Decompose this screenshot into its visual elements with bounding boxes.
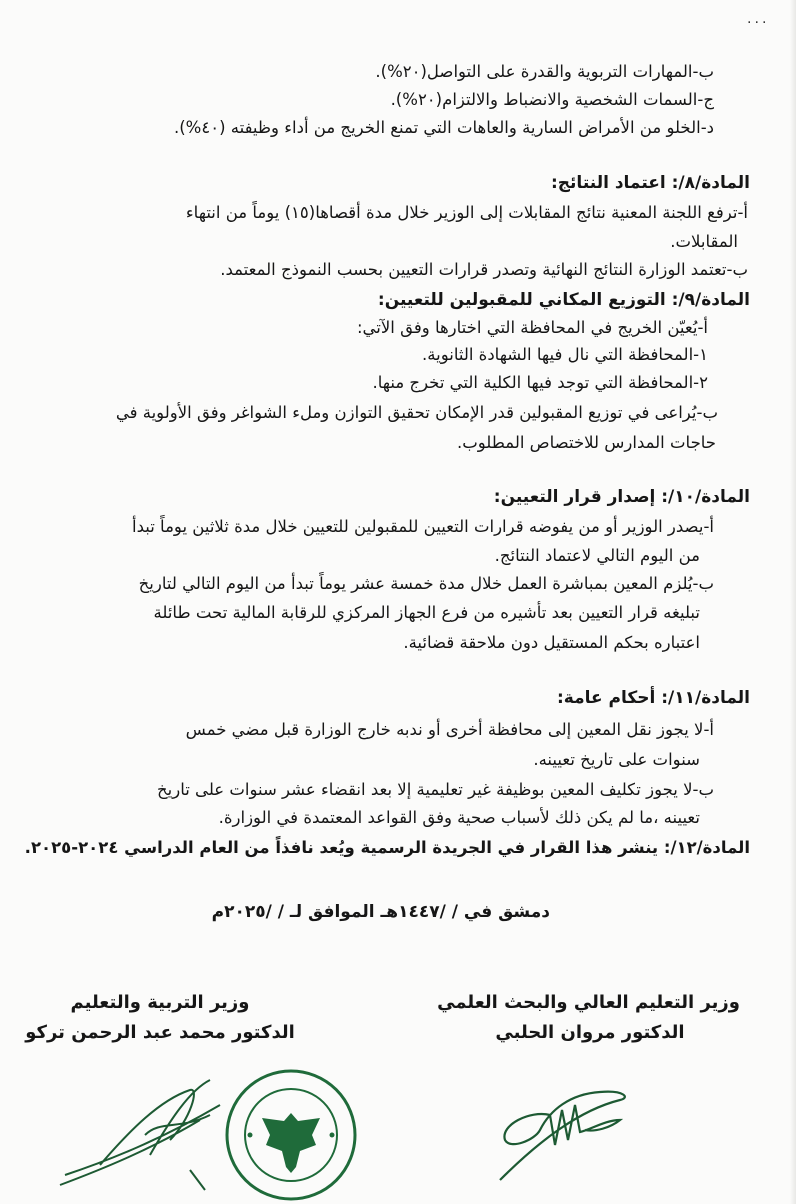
article-10-a: أ-يصدر الوزير أو من يفوضه قرارات التعيين للمقبولين للتعيين خلال مدة ثلاثين يوماً تبدأ <box>132 517 714 536</box>
article-9-a-2: ٢-المحافظة التي توجد فيها الكلية التي تخرج منها. <box>372 373 708 392</box>
article-8-a-cont: المقابلات. <box>670 232 738 251</box>
article-9-a: أ-يُعيّن الخريج في المحافظة التي اختارها وفق الآتي: <box>356 318 708 337</box>
criterion-b: ب-المهارات التربوية والقدرة على التواصل(٢٠%). <box>375 62 714 81</box>
criterion-d: د-الخلو من الأمراض السارية والعاهات التي تمنع الخريج من أداء وظيفته (٤٠%). <box>173 118 714 137</box>
official-seal <box>222 1063 360 1204</box>
date-line: دمشق في / /١٤٤٧هـ الموافق لـ / /٢٠٢٥م <box>211 902 550 922</box>
article-11-a: أ-لا يجوز نقل المعين إلى محافظة أخرى أو ندبه خارج الوزارة قبل مضي خمس <box>185 720 714 739</box>
signatory-education-name: الدكتور محمد عبد الرحمن تركو <box>25 1022 295 1043</box>
article-8-heading: المادة/٨/: اعتماد النتائج: <box>551 173 750 193</box>
page-edge <box>790 0 796 1204</box>
article-11-heading: المادة/١١/: أحكام عامة: <box>556 688 750 708</box>
article-9-a-1: ١-المحافظة التي نال فيها الشهادة الثانوية. <box>422 345 708 364</box>
article-10-b-cont1: تبليغه قرار التعيين بعد تأشيره من فرع الجهاز المركزي للرقابة المالية تحت طائلة <box>153 603 700 622</box>
article-11-a-cont: سنوات على تاريخ تعيينه. <box>533 750 700 769</box>
article-10-a-cont: من اليوم التالي لاعتماد النتائج. <box>494 546 700 565</box>
signature-higher-ed <box>480 1070 630 1190</box>
article-8-b: ب-تعتمد الوزارة النتائج النهائية وتصدر قرارات التعيين بحسب النموذج المعتمد. <box>220 260 748 279</box>
signatory-higher-ed-name: الدكتور مروان الحلبي <box>495 1022 685 1043</box>
handwritten-marks: ٠٠٠ <box>745 14 768 30</box>
article-12: المادة/١٢/: ينشر هذا القرار في الجريدة الرسمية ويُعد نافذاً من العام الدراسي ٢٠٢٤-٢٠٢٥. <box>24 838 750 857</box>
signatory-higher-ed-title: وزير التعليم العالي والبحث العلمي <box>437 992 740 1013</box>
article-11-b-cont: تعيينه ،ما لم يكن ذلك لأسباب صحية وفق القواعد المعتمدة في الوزارة. <box>218 808 700 827</box>
signatory-education-title: وزير التربية والتعليم <box>70 992 250 1013</box>
article-10-b-cont2: اعتباره بحكم المستقيل دون ملاحقة قضائية. <box>403 633 700 652</box>
article-9-b: ب-يُراعى في توزيع المقبولين قدر الإمكان تحقيق التوازن وملء الشواغر وفق الأولوية في <box>115 403 718 422</box>
article-9-heading: المادة/٩/: التوزيع المكاني للمقبولين للتعيين: <box>377 290 750 310</box>
article-9-b-cont: حاجات المدارس للاختصاص المطلوب. <box>456 433 716 452</box>
article-10-b: ب-يُلزم المعين بمباشرة العمل خلال مدة خمسة عشر يوماً تبدأ من اليوم التالي لتاريخ <box>138 574 714 593</box>
article-11-b: ب-لا يجوز تكليف المعين بوظيفة غير تعليمية إلا بعد انقضاء عشر سنوات على تاريخ <box>156 780 714 799</box>
criterion-c: ج-السمات الشخصية والانضباط والالتزام(٢٠%). <box>390 90 714 109</box>
article-10-heading: المادة/١٠/: إصدار قرار التعيين: <box>493 487 750 507</box>
article-8-a: أ-ترفع اللجنة المعنية نتائج المقابلات إلى الوزير خلال مدة أقصاها(١٥) يوماً من انتهاء <box>185 203 748 222</box>
